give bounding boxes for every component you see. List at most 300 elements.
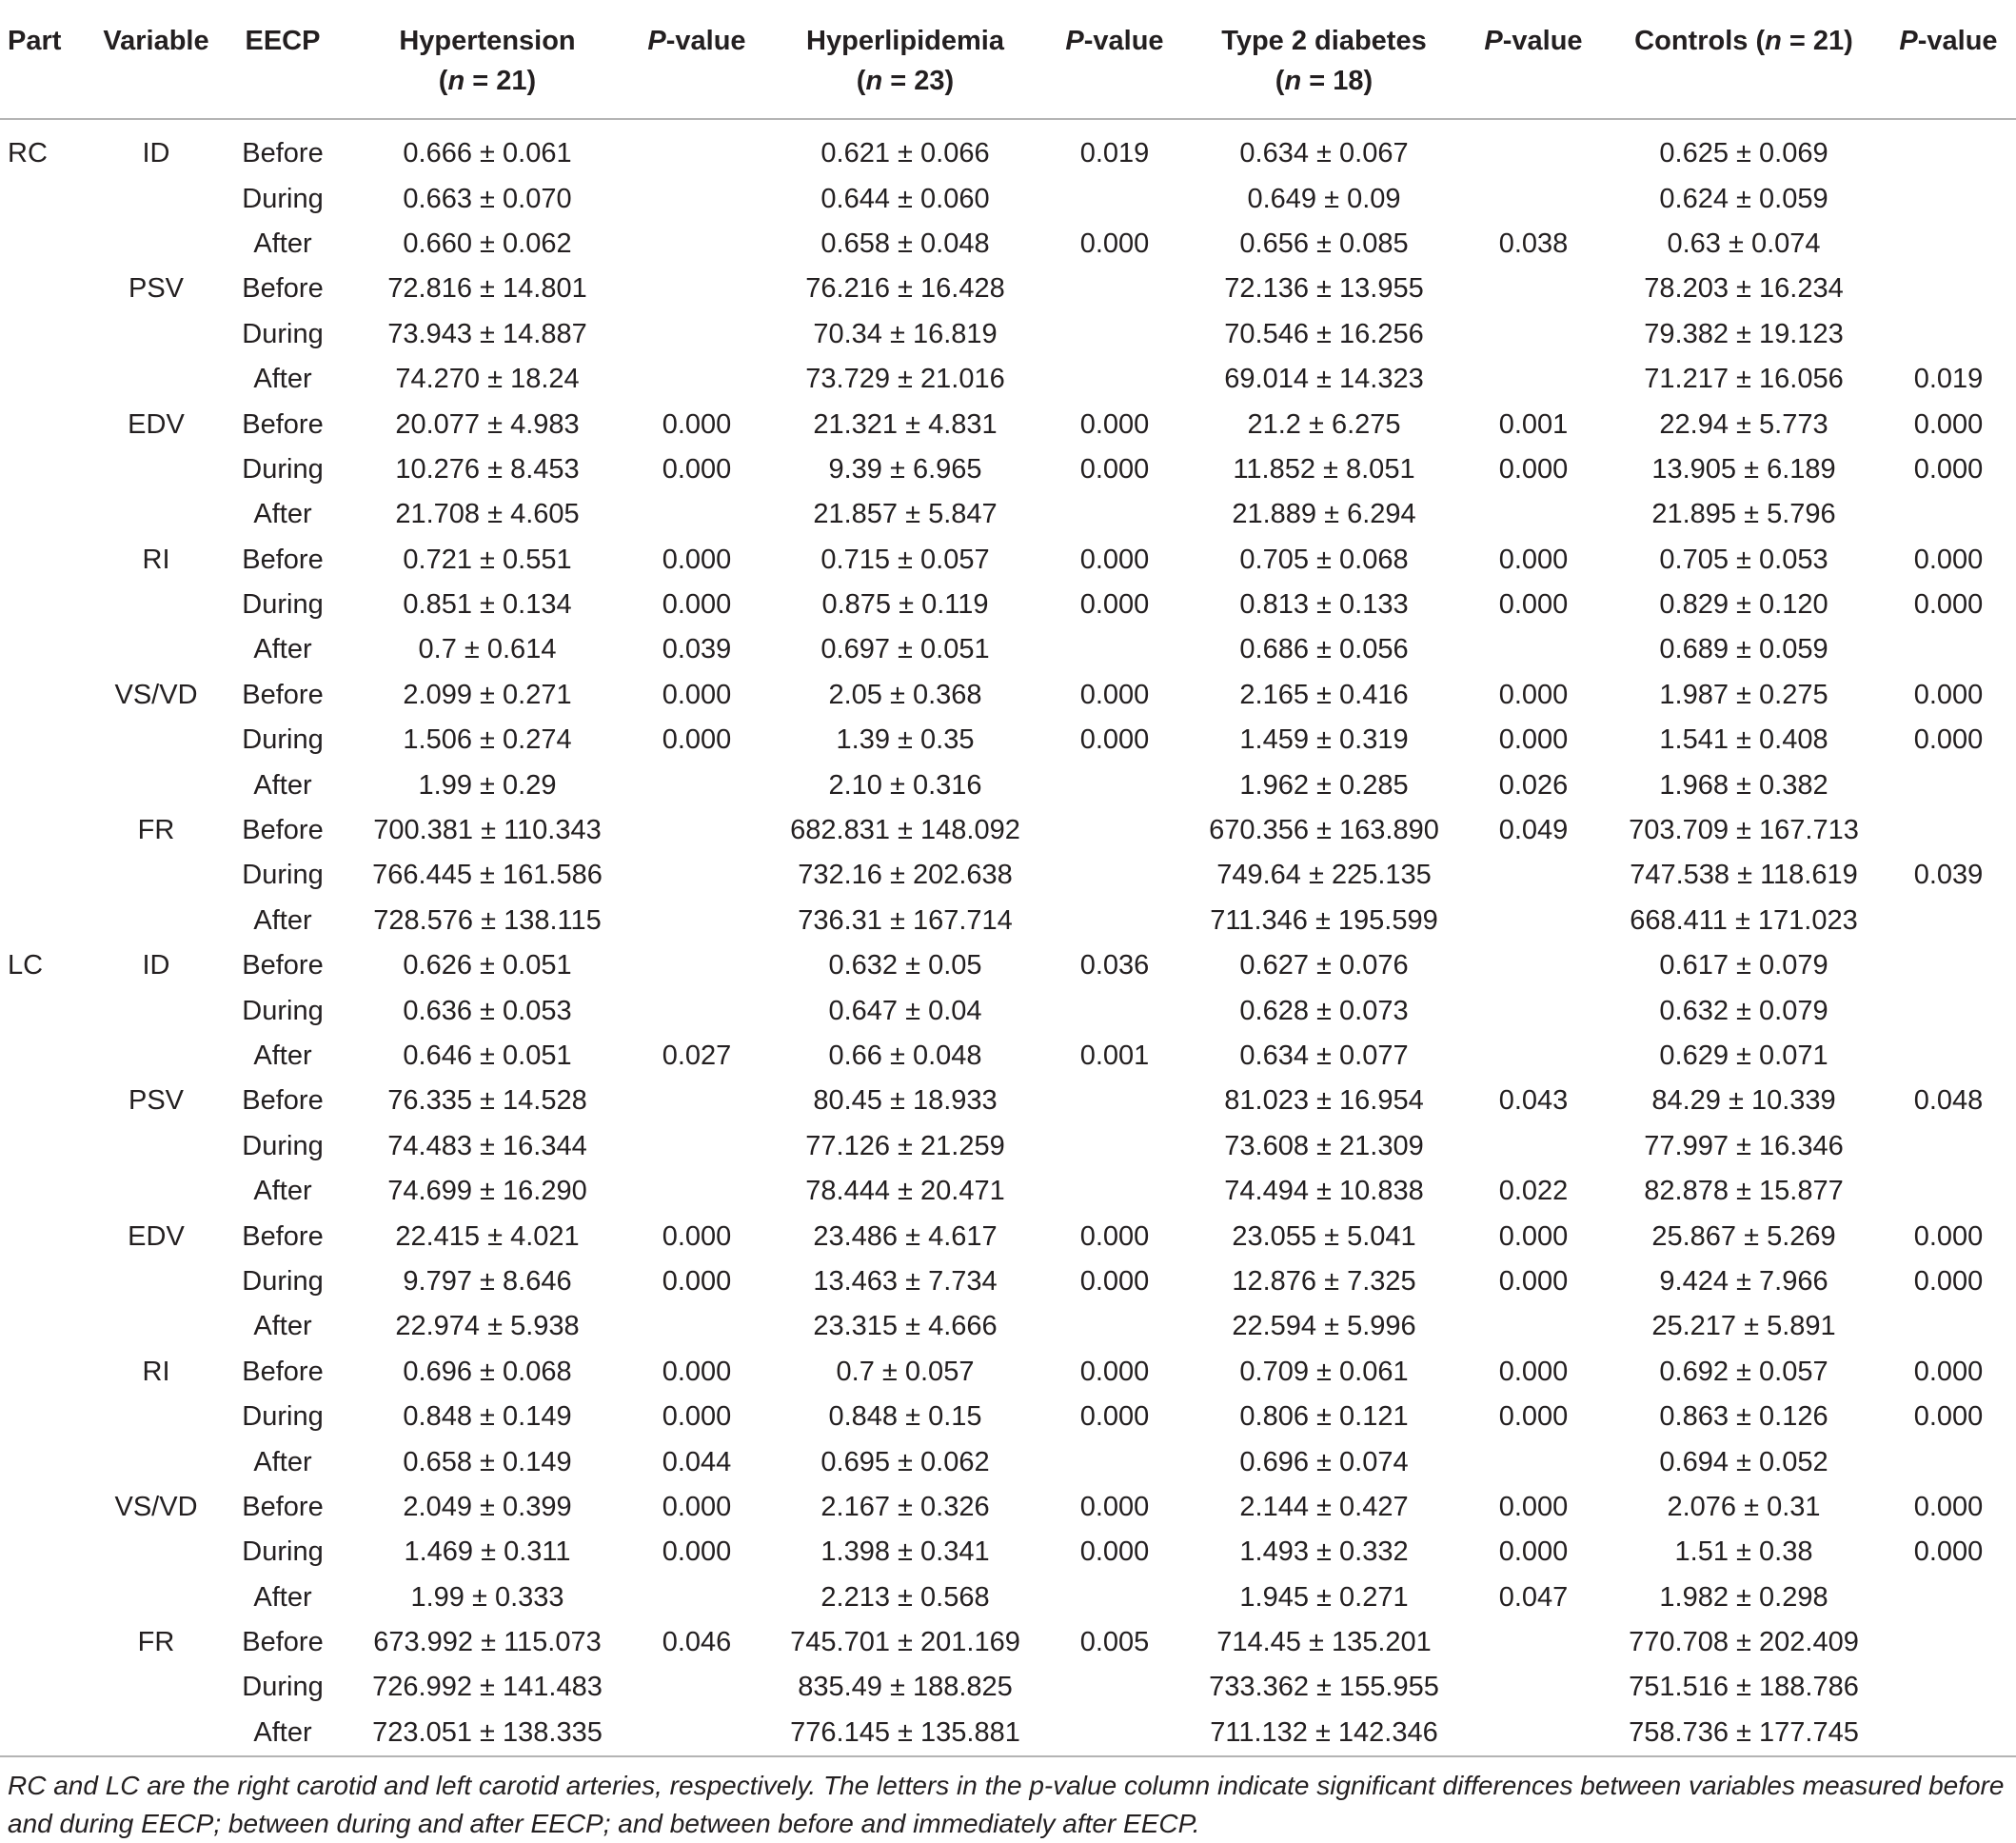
- cell-hypertension-value: 22.415 ± 4.021: [395, 1220, 580, 1252]
- cell-controls-pvalue: [1881, 1169, 2016, 1214]
- cell-controls-pvalue: [1881, 899, 2016, 943]
- cell-controls-value: 1.51 ± 0.38: [1674, 1536, 1813, 1568]
- header-hypertension: Hypertension (n = 21): [399, 26, 576, 96]
- cell-diabetes-pvalue: 0.022: [1498, 1176, 1569, 1207]
- cell-diabetes-value: 21.2 ± 6.275: [1247, 408, 1401, 440]
- cell-hypertension-value: 700.381 ± 110.343: [373, 815, 602, 846]
- cell-diabetes-pvalue: [1460, 1620, 1607, 1665]
- cell-variable: [97, 312, 215, 357]
- cell-hyperlipidemia-value: 0.647 ± 0.04: [828, 995, 982, 1026]
- cell-hyperlipidemia-value: 745.701 ± 201.169: [790, 1627, 1020, 1658]
- cell-controls-value: 0.829 ± 0.120: [1659, 589, 1828, 621]
- cell-hyperlipidemia-value: 0.875 ± 0.119: [821, 589, 989, 621]
- cell-hypertension-pvalue: 0.000: [662, 589, 732, 621]
- cell-hyperlipidemia-value: 21.857 ± 5.847: [813, 499, 998, 530]
- cell-hyperlipidemia-value: 1.39 ± 0.35: [836, 724, 975, 756]
- cell-part: [0, 1034, 97, 1079]
- cell-hyperlipidemia-value: 80.45 ± 18.933: [813, 1085, 998, 1117]
- cell-hypertension-value: 74.483 ± 16.344: [387, 1130, 587, 1161]
- cell-diabetes-value: 0.696 ± 0.074: [1239, 1446, 1409, 1477]
- cell-eecp: After: [253, 1176, 312, 1207]
- cell-eecp: After: [253, 1716, 312, 1748]
- cell-hypertension-pvalue: [624, 176, 769, 221]
- cell-hyperlipidemia-value: 776.145 ± 135.881: [790, 1716, 1020, 1748]
- header-pvalue-1: P-value: [647, 26, 746, 56]
- cell-hyperlipidemia-pvalue: [1041, 492, 1188, 537]
- cell-diabetes-pvalue: [1460, 1124, 1607, 1169]
- table-row: [0, 1439, 2016, 1484]
- cell-hyperlipidemia-pvalue: 0.036: [1079, 950, 1150, 981]
- cell-diabetes-pvalue: 0.047: [1498, 1581, 1569, 1613]
- cell-diabetes-value: 70.546 ± 16.256: [1224, 318, 1424, 349]
- cell-diabetes-value: 1.945 ± 0.271: [1239, 1581, 1409, 1613]
- cell-hyperlipidemia-pvalue: 0.000: [1079, 1536, 1150, 1568]
- cell-diabetes-pvalue: 0.026: [1498, 769, 1569, 801]
- cell-diabetes-pvalue: [1460, 853, 1607, 898]
- cell-part: [0, 1665, 97, 1710]
- cell-eecp: During: [242, 589, 324, 621]
- cell-diabetes-pvalue: 0.000: [1498, 679, 1569, 710]
- cell-hypertension-value: 9.797 ± 8.646: [403, 1265, 572, 1297]
- cell-controls-pvalue: 0.000: [1913, 1401, 1984, 1433]
- cell-diabetes-pvalue: [1460, 492, 1607, 537]
- cell-hypertension-pvalue: 0.044: [662, 1446, 732, 1477]
- cell-eecp: Before: [242, 408, 324, 440]
- cell-controls-pvalue: 0.000: [1913, 1220, 1984, 1252]
- cell-diabetes-value: 670.356 ± 163.890: [1209, 815, 1439, 846]
- cell-diabetes-value: 1.459 ± 0.319: [1239, 724, 1409, 756]
- cell-hypertension-pvalue: [624, 899, 769, 943]
- cell-variable: [97, 1575, 215, 1620]
- table-row: [0, 1395, 2016, 1439]
- cell-hypertension-pvalue: [624, 267, 769, 311]
- cell-eecp: Before: [242, 138, 324, 169]
- cell-eecp: During: [242, 1265, 324, 1297]
- cell-variable: [97, 1034, 215, 1079]
- cell-hyperlipidemia-value: 0.621 ± 0.066: [820, 138, 990, 169]
- cell-hypertension-value: 1.506 ± 0.274: [403, 724, 572, 756]
- cell-eecp: After: [253, 1581, 312, 1613]
- cell-controls-pvalue: [1881, 176, 2016, 221]
- cell-controls-pvalue: 0.000: [1913, 1491, 1984, 1522]
- header-hyperlipidemia: Hyperlipidemia (n = 23): [806, 26, 1004, 96]
- cell-hypertension-value: 74.270 ± 18.24: [395, 364, 580, 395]
- cell-controls-value: 0.689 ± 0.059: [1659, 634, 1828, 665]
- cell-hypertension-value: 73.943 ± 14.887: [387, 318, 587, 349]
- cell-diabetes-pvalue: [1460, 119, 1607, 176]
- cell-controls-value: 79.382 ± 19.123: [1644, 318, 1844, 349]
- cell-eecp: After: [253, 364, 312, 395]
- cell-hyperlipidemia-pvalue: [1041, 988, 1188, 1033]
- cell-hyperlipidemia-pvalue: [1041, 808, 1188, 853]
- cell-hyperlipidemia-pvalue: [1041, 357, 1188, 402]
- header-diabetes: Type 2 diabetes (n = 18): [1221, 26, 1427, 96]
- table-row: [0, 176, 2016, 221]
- cell-diabetes-pvalue: [1460, 312, 1607, 357]
- cell-controls-pvalue: [1881, 627, 2016, 672]
- cell-diabetes-value: 1.962 ± 0.285: [1239, 769, 1409, 801]
- cell-eecp: Before: [242, 544, 324, 575]
- table-row: [0, 583, 2016, 627]
- cell-diabetes-pvalue: [1460, 1034, 1607, 1079]
- cell-hypertension-value: 21.708 ± 4.605: [395, 499, 580, 530]
- cell-controls-value: 1.968 ± 0.382: [1659, 769, 1828, 801]
- cell-controls-pvalue: 0.000: [1913, 453, 1984, 485]
- cell-hypertension-value: 0.663 ± 0.070: [403, 183, 572, 214]
- cell-diabetes-pvalue: [1460, 267, 1607, 311]
- cell-diabetes-value: 74.494 ± 10.838: [1224, 1176, 1424, 1207]
- cell-hyperlipidemia-pvalue: [1041, 763, 1188, 807]
- cell-hyperlipidemia-value: 0.697 ± 0.051: [820, 634, 990, 665]
- cell-hypertension-pvalue: [624, 357, 769, 402]
- cell-eecp: After: [253, 499, 312, 530]
- cell-hypertension-pvalue: 0.000: [662, 1356, 732, 1387]
- table-row: [0, 853, 2016, 898]
- cell-controls-value: 78.203 ± 16.234: [1644, 273, 1844, 305]
- cell-variable: RI: [142, 1356, 170, 1387]
- cell-diabetes-value: 714.45 ± 135.201: [1216, 1627, 1432, 1658]
- table-bottom-rule: [0, 1755, 2016, 1757]
- cell-diabetes-value: 0.686 ± 0.056: [1239, 634, 1409, 665]
- cell-controls-pvalue: [1881, 1620, 2016, 1665]
- cell-variable: [97, 899, 215, 943]
- cell-eecp: Before: [242, 1220, 324, 1252]
- cell-controls-pvalue: 0.000: [1913, 679, 1984, 710]
- header-hyperlipidemia-label: Hyperlipidemia: [806, 26, 1004, 56]
- cell-hyperlipidemia-value: 2.05 ± 0.368: [828, 679, 982, 710]
- cell-diabetes-value: 73.608 ± 21.309: [1224, 1130, 1424, 1161]
- cell-hypertension-pvalue: [624, 119, 769, 176]
- cell-hyperlipidemia-pvalue: 0.000: [1079, 724, 1150, 756]
- cell-variable: [97, 176, 215, 221]
- header-hypertension-label: Hypertension: [399, 26, 576, 56]
- cell-eecp: Before: [242, 273, 324, 305]
- cell-variable: [97, 1395, 215, 1439]
- table-row: [0, 538, 2016, 583]
- cell-hyperlipidemia-value: 13.463 ± 7.734: [813, 1265, 998, 1297]
- cell-part: RC: [8, 138, 48, 169]
- table-row: [0, 1034, 2016, 1079]
- cell-controls-value: 71.217 ± 16.056: [1644, 364, 1844, 395]
- cell-diabetes-value: 0.806 ± 0.121: [1239, 1401, 1409, 1433]
- cell-eecp: During: [242, 1672, 324, 1703]
- cell-hypertension-pvalue: 0.000: [662, 1265, 732, 1297]
- cell-hyperlipidemia-value: 9.39 ± 6.965: [828, 453, 982, 485]
- cell-diabetes-pvalue: [1460, 357, 1607, 402]
- cell-part: [0, 357, 97, 402]
- cell-diabetes-value: 2.165 ± 0.416: [1239, 679, 1409, 710]
- cell-hyperlipidemia-pvalue: 0.000: [1079, 408, 1150, 440]
- table-row: [0, 899, 2016, 943]
- cell-diabetes-value: 0.656 ± 0.085: [1239, 228, 1409, 259]
- cell-hyperlipidemia-pvalue: 0.000: [1079, 544, 1150, 575]
- cell-diabetes-value: 0.705 ± 0.068: [1239, 544, 1409, 575]
- cell-hyperlipidemia-value: 0.66 ± 0.048: [828, 1040, 982, 1071]
- table-row: [0, 943, 2016, 988]
- cell-eecp: During: [242, 724, 324, 756]
- header-controls-label: Controls: [1634, 26, 1749, 56]
- cell-hyperlipidemia-pvalue: 0.000: [1079, 228, 1150, 259]
- cell-diabetes-value: 2.144 ± 0.427: [1239, 1491, 1409, 1522]
- table-row: [0, 1214, 2016, 1258]
- cell-diabetes-value: 0.634 ± 0.067: [1239, 138, 1409, 169]
- cell-hyperlipidemia-value: 0.632 ± 0.05: [828, 950, 982, 981]
- cell-diabetes-value: 749.64 ± 225.135: [1216, 860, 1432, 891]
- header-controls: Controls (n = 21): [1634, 26, 1853, 56]
- cell-eecp: After: [253, 904, 312, 936]
- cell-hypertension-pvalue: 0.000: [662, 453, 732, 485]
- cell-hyperlipidemia-value: 23.315 ± 4.666: [813, 1311, 998, 1342]
- cell-diabetes-pvalue: [1460, 988, 1607, 1033]
- cell-hyperlipidemia-value: 0.644 ± 0.060: [820, 183, 990, 214]
- cell-hypertension-value: 1.99 ± 0.29: [418, 769, 557, 801]
- cell-hyperlipidemia-value: 23.486 ± 4.617: [813, 1220, 998, 1252]
- cell-part: [0, 176, 97, 221]
- cell-hypertension-value: 0.626 ± 0.051: [403, 950, 572, 981]
- cell-controls-value: 0.705 ± 0.053: [1659, 544, 1828, 575]
- cell-hyperlipidemia-value: 70.34 ± 16.819: [813, 318, 998, 349]
- cell-variable: VS/VD: [114, 1491, 198, 1522]
- cell-eecp: After: [253, 634, 312, 665]
- cell-controls-value: 9.424 ± 7.966: [1659, 1265, 1828, 1297]
- cell-variable: EDV: [128, 1220, 185, 1252]
- cell-controls-value: 77.997 ± 16.346: [1644, 1130, 1844, 1161]
- cell-eecp: Before: [242, 950, 324, 981]
- cell-hypertension-value: 0.721 ± 0.551: [403, 544, 572, 575]
- cell-controls-value: 0.624 ± 0.059: [1659, 183, 1828, 214]
- cell-part: [0, 1259, 97, 1304]
- cell-controls-pvalue: [1881, 119, 2016, 176]
- cell-part: [0, 988, 97, 1033]
- header-hyperlipidemia-n: 23: [914, 66, 945, 96]
- results-table: [0, 10, 2016, 1765]
- cell-variable: [97, 1259, 215, 1304]
- cell-hyperlipidemia-value: 0.695 ± 0.062: [820, 1446, 990, 1477]
- cell-diabetes-value: 711.132 ± 142.346: [1210, 1716, 1438, 1748]
- cell-hyperlipidemia-value: 732.16 ± 202.638: [798, 860, 1013, 891]
- cell-eecp: During: [242, 860, 324, 891]
- cell-part: [0, 763, 97, 807]
- cell-hypertension-value: 2.099 ± 0.271: [403, 679, 572, 710]
- cell-controls-value: 747.538 ± 118.619: [1630, 860, 1858, 891]
- cell-hyperlipidemia-pvalue: [1041, 627, 1188, 672]
- cell-hypertension-pvalue: [624, 988, 769, 1033]
- cell-hyperlipidemia-value: 835.49 ± 188.825: [798, 1672, 1013, 1703]
- cell-hypertension-value: 72.816 ± 14.801: [387, 273, 587, 305]
- cell-diabetes-value: 733.362 ± 155.955: [1209, 1672, 1439, 1703]
- cell-part: [0, 538, 97, 583]
- cell-controls-value: 751.516 ± 188.786: [1629, 1672, 1859, 1703]
- cell-hypertension-value: 10.276 ± 8.453: [395, 453, 580, 485]
- cell-controls-pvalue: [1881, 1124, 2016, 1169]
- cell-controls-value: 2.076 ± 0.31: [1667, 1491, 1821, 1522]
- cell-diabetes-pvalue: 0.000: [1498, 1220, 1569, 1252]
- cell-hyperlipidemia-pvalue: 0.000: [1079, 453, 1150, 485]
- cell-hypertension-pvalue: [624, 763, 769, 807]
- cell-part: [0, 1169, 97, 1214]
- table-row: [0, 627, 2016, 672]
- cell-variable: [97, 447, 215, 492]
- cell-hypertension-value: 0.658 ± 0.149: [403, 1446, 572, 1477]
- header-variable: Variable: [103, 26, 209, 56]
- header-row: [0, 10, 2016, 119]
- table-row: [0, 1575, 2016, 1620]
- cell-hypertension-pvalue: [624, 1304, 769, 1349]
- cell-controls-pvalue: 0.000: [1913, 544, 1984, 575]
- table-row: [0, 808, 2016, 853]
- cell-controls-value: 0.632 ± 0.079: [1659, 995, 1828, 1026]
- table-row: [0, 988, 2016, 1033]
- cell-controls-value: 21.895 ± 5.796: [1651, 499, 1836, 530]
- table-row: [0, 1485, 2016, 1530]
- table-row: [0, 1259, 2016, 1304]
- cell-controls-value: 668.411 ± 171.023: [1630, 904, 1858, 936]
- table-row: [0, 1350, 2016, 1395]
- cell-controls-value: 25.217 ± 5.891: [1651, 1311, 1836, 1342]
- cell-variable: EDV: [128, 408, 185, 440]
- cell-eecp: During: [242, 1536, 324, 1568]
- cell-hyperlipidemia-value: 77.126 ± 21.259: [805, 1130, 1005, 1161]
- table-row: [0, 673, 2016, 718]
- cell-eecp: During: [242, 183, 324, 214]
- cell-hypertension-pvalue: 0.000: [662, 679, 732, 710]
- cell-variable: [97, 357, 215, 402]
- cell-diabetes-value: 0.634 ± 0.077: [1239, 1040, 1409, 1071]
- cell-part: [0, 1395, 97, 1439]
- cell-part: [0, 673, 97, 718]
- cell-part: [0, 1530, 97, 1575]
- cell-hypertension-value: 1.469 ± 0.311: [404, 1536, 571, 1568]
- header-pvalue-3: P-value: [1484, 26, 1583, 56]
- cell-hypertension-pvalue: 0.000: [662, 1491, 732, 1522]
- cell-diabetes-pvalue: 0.000: [1498, 1265, 1569, 1297]
- cell-hypertension-pvalue: 0.046: [662, 1627, 732, 1658]
- cell-variable: PSV: [128, 1085, 185, 1117]
- table-row: [0, 1169, 2016, 1214]
- cell-diabetes-pvalue: [1460, 1439, 1607, 1484]
- cell-variable: [97, 988, 215, 1033]
- table-row: [0, 402, 2016, 446]
- cell-diabetes-pvalue: [1460, 899, 1607, 943]
- cell-hypertension-value: 0.666 ± 0.061: [403, 138, 572, 169]
- cell-hypertension-pvalue: [624, 943, 769, 988]
- cell-controls-value: 82.878 ± 15.877: [1644, 1176, 1844, 1207]
- cell-part: [0, 1079, 97, 1123]
- cell-part: [0, 1575, 97, 1620]
- cell-eecp: After: [253, 1040, 312, 1071]
- cell-variable: ID: [142, 138, 170, 169]
- cell-controls-pvalue: 0.048: [1913, 1085, 1984, 1117]
- table-row: [0, 1079, 2016, 1123]
- cell-part: [0, 267, 97, 311]
- header-n-symbol: n: [447, 66, 465, 96]
- cell-variable: [97, 1665, 215, 1710]
- cell-eecp: During: [242, 1401, 324, 1433]
- cell-controls-value: 0.625 ± 0.069: [1659, 138, 1828, 169]
- cell-hyperlipidemia-value: 73.729 ± 21.016: [805, 364, 1005, 395]
- cell-diabetes-pvalue: 0.001: [1498, 408, 1569, 440]
- cell-controls-pvalue: [1881, 1665, 2016, 1710]
- cell-hyperlipidemia-pvalue: [1041, 1304, 1188, 1349]
- cell-controls-value: 0.63 ± 0.074: [1667, 228, 1821, 259]
- cell-part: [0, 899, 97, 943]
- cell-hyperlipidemia-pvalue: 0.000: [1079, 679, 1150, 710]
- cell-hyperlipidemia-pvalue: [1041, 176, 1188, 221]
- cell-hypertension-pvalue: 0.039: [662, 634, 732, 665]
- cell-diabetes-pvalue: 0.000: [1498, 1536, 1569, 1568]
- cell-hyperlipidemia-value: 0.658 ± 0.048: [820, 228, 990, 259]
- header-hypertension-n: 21: [496, 66, 527, 96]
- cell-part: [0, 1304, 97, 1349]
- cell-eecp: During: [242, 453, 324, 485]
- cell-part: [0, 312, 97, 357]
- cell-diabetes-value: 22.594 ± 5.996: [1232, 1311, 1416, 1342]
- cell-part: [0, 1124, 97, 1169]
- cell-hypertension-pvalue: 0.000: [662, 1401, 732, 1433]
- cell-hyperlipidemia-pvalue: [1041, 853, 1188, 898]
- cell-hypertension-pvalue: [624, 1124, 769, 1169]
- table-row: [0, 357, 2016, 402]
- cell-controls-pvalue: 0.000: [1913, 1265, 1984, 1297]
- cell-variable: FR: [137, 815, 175, 846]
- cell-hyperlipidemia-pvalue: [1041, 899, 1188, 943]
- cell-hypertension-pvalue: 0.000: [662, 1536, 732, 1568]
- cell-hyperlipidemia-pvalue: [1041, 312, 1188, 357]
- cell-eecp: During: [242, 995, 324, 1026]
- cell-hypertension-value: 1.99 ± 0.333: [410, 1581, 564, 1613]
- cell-diabetes-pvalue: 0.000: [1498, 544, 1569, 575]
- cell-diabetes-value: 0.628 ± 0.073: [1239, 995, 1409, 1026]
- table-row: [0, 1620, 2016, 1665]
- cell-controls-value: 0.629 ± 0.071: [1659, 1040, 1828, 1071]
- cell-hypertension-pvalue: [624, 312, 769, 357]
- cell-variable: [97, 583, 215, 627]
- cell-diabetes-value: 0.649 ± 0.09: [1247, 183, 1401, 214]
- cell-controls-value: 1.987 ± 0.275: [1659, 679, 1828, 710]
- cell-controls-pvalue: [1881, 1439, 2016, 1484]
- cell-variable: [97, 1124, 215, 1169]
- cell-hypertension-pvalue: [624, 1169, 769, 1214]
- cell-hyperlipidemia-pvalue: 0.019: [1079, 138, 1150, 169]
- cell-diabetes-value: 21.889 ± 6.294: [1232, 499, 1416, 530]
- cell-hyperlipidemia-value: 682.831 ± 148.092: [790, 815, 1020, 846]
- cell-hypertension-value: 20.077 ± 4.983: [395, 408, 580, 440]
- cell-diabetes-pvalue: [1460, 1304, 1607, 1349]
- cell-diabetes-pvalue: 0.049: [1498, 815, 1569, 846]
- table-row: [0, 1665, 2016, 1710]
- cell-hypertension-value: 74.699 ± 16.290: [387, 1176, 587, 1207]
- cell-variable: [97, 492, 215, 537]
- cell-hyperlipidemia-pvalue: 0.001: [1079, 1040, 1150, 1071]
- cell-hypertension-pvalue: 0.000: [662, 1220, 732, 1252]
- cell-controls-pvalue: 0.000: [1913, 1356, 1984, 1387]
- cell-hyperlipidemia-pvalue: [1041, 267, 1188, 311]
- cell-variable: [97, 627, 215, 672]
- cell-controls-pvalue: [1881, 492, 2016, 537]
- cell-eecp: Before: [242, 1491, 324, 1522]
- table-row: [0, 1304, 2016, 1349]
- cell-part: [0, 222, 97, 267]
- cell-hyperlipidemia-value: 0.848 ± 0.15: [828, 1401, 982, 1433]
- cell-controls-value: 0.617 ± 0.079: [1659, 950, 1828, 981]
- cell-variable: FR: [137, 1627, 175, 1658]
- cell-controls-pvalue: 0.000: [1913, 724, 1984, 756]
- cell-diabetes-value: 72.136 ± 13.955: [1224, 273, 1424, 305]
- cell-diabetes-value: 69.014 ± 14.323: [1224, 364, 1424, 395]
- cell-part: [0, 718, 97, 763]
- cell-eecp: Before: [242, 679, 324, 710]
- cell-hypertension-value: 726.992 ± 141.483: [372, 1672, 603, 1703]
